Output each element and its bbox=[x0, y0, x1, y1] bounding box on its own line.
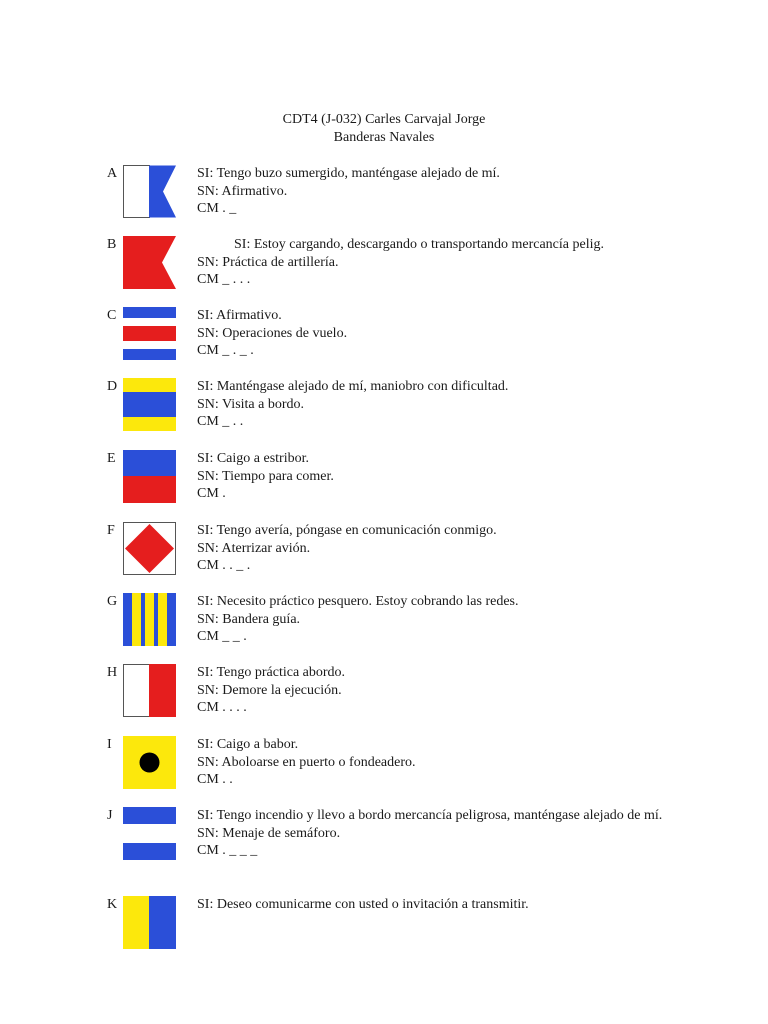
flag-sn: SN: Menaje de semáforo. bbox=[197, 825, 341, 841]
flag-sn: SN: Operaciones de vuelo. bbox=[197, 325, 348, 341]
flag-c-icon bbox=[123, 307, 176, 360]
flag-letter: E bbox=[107, 451, 116, 466]
flag-si: SI: Afirmativo. bbox=[197, 308, 282, 323]
flag-letter: D bbox=[107, 379, 118, 394]
flag-sn: SN: Tiempo para comer. bbox=[197, 468, 334, 484]
flag-cm: CM . _ _ _ bbox=[197, 843, 258, 858]
flag-sn: SN: Práctica de artillería. bbox=[197, 254, 339, 270]
flag-g-icon bbox=[123, 593, 176, 646]
flag-letter: B bbox=[107, 237, 117, 252]
flag-description bbox=[197, 807, 667, 860]
flag-si: SI: Estoy cargando, descargando o transportando mercancía pelig. bbox=[234, 237, 604, 252]
flag-sn: SN: Afirmativo. bbox=[197, 183, 288, 199]
flag-description bbox=[197, 593, 667, 646]
flag-letter: K bbox=[107, 897, 118, 912]
flag-cm: CM . . _ . bbox=[197, 558, 251, 573]
flag-f-icon bbox=[123, 522, 176, 575]
flag-description bbox=[197, 236, 667, 289]
flag-cm: CM _ . . bbox=[197, 414, 244, 429]
flag-si: SI: Tengo práctica abordo. bbox=[197, 665, 346, 680]
flag-description bbox=[197, 450, 667, 503]
flag-e-icon bbox=[123, 450, 176, 503]
flag-sn: SN: Aboloarse en puerto o fondeadero. bbox=[197, 754, 416, 770]
flag-cm: CM _ . . . bbox=[197, 272, 251, 287]
flag-sn: SN: Visita a bordo. bbox=[197, 396, 305, 412]
flag-a-icon bbox=[123, 165, 176, 218]
flag-letter: A bbox=[107, 166, 118, 181]
flag-description bbox=[197, 378, 667, 431]
flag-cm: CM . bbox=[197, 486, 226, 501]
document-header bbox=[0, 111, 768, 147]
flag-cm: CM _ _ . bbox=[197, 629, 247, 644]
flag-i-icon bbox=[123, 736, 176, 789]
flag-si: SI: Caigo a babor. bbox=[197, 737, 299, 752]
flag-description bbox=[197, 664, 667, 717]
flag-letter: H bbox=[107, 665, 118, 680]
flag-cm: CM . . . . bbox=[197, 700, 247, 715]
flag-k-icon bbox=[123, 896, 176, 949]
flag-si: SI: Necesito práctico pesquero. Estoy cobrando las redes. bbox=[197, 594, 519, 609]
flag-h-icon bbox=[123, 664, 176, 717]
flag-si: SI: Tengo incendio y llevo a bordo mercancía peligrosa, manténgase alejado de mí. bbox=[197, 808, 663, 823]
document-subtitle: Banderas Navales bbox=[333, 130, 435, 145]
document-title: CDT4 (J-032) Carles Carvajal Jorge bbox=[282, 112, 486, 127]
flag-d-icon bbox=[123, 378, 176, 431]
flag-si: SI: Caigo a estribor. bbox=[197, 451, 309, 466]
flag-j-icon bbox=[123, 807, 176, 860]
flag-letter: J bbox=[107, 808, 113, 823]
flag-description bbox=[197, 522, 667, 575]
flag-letter: C bbox=[107, 308, 117, 323]
flag-b-icon bbox=[123, 236, 176, 289]
flag-description bbox=[197, 165, 667, 218]
flag-letter: F bbox=[107, 523, 115, 538]
flag-letter: I bbox=[107, 737, 112, 752]
flag-cm: CM . . bbox=[197, 772, 233, 787]
flag-description bbox=[197, 307, 667, 360]
flag-cm: CM _ . _ . bbox=[197, 343, 254, 358]
flag-sn: SN: Aterrizar avión. bbox=[197, 540, 311, 556]
flag-sn: SN: Bandera guía. bbox=[197, 611, 301, 627]
flag-si: SI: Manténgase alejado de mí, maniobro con dificultad. bbox=[197, 379, 509, 394]
flag-letter: G bbox=[107, 594, 118, 609]
flag-description bbox=[197, 896, 667, 914]
flag-si: SI: Tengo avería, póngase en comunicación conmigo. bbox=[197, 523, 497, 538]
flag-si: SI: Deseo comunicarme con usted o invitación a transmitir. bbox=[197, 897, 529, 912]
flag-sn: SN: Demore la ejecución. bbox=[197, 682, 342, 698]
flag-si: SI: Tengo buzo sumergido, manténgase alejado de mí. bbox=[197, 166, 500, 181]
flag-cm: CM . _ bbox=[197, 201, 237, 216]
flag-description bbox=[197, 736, 667, 789]
